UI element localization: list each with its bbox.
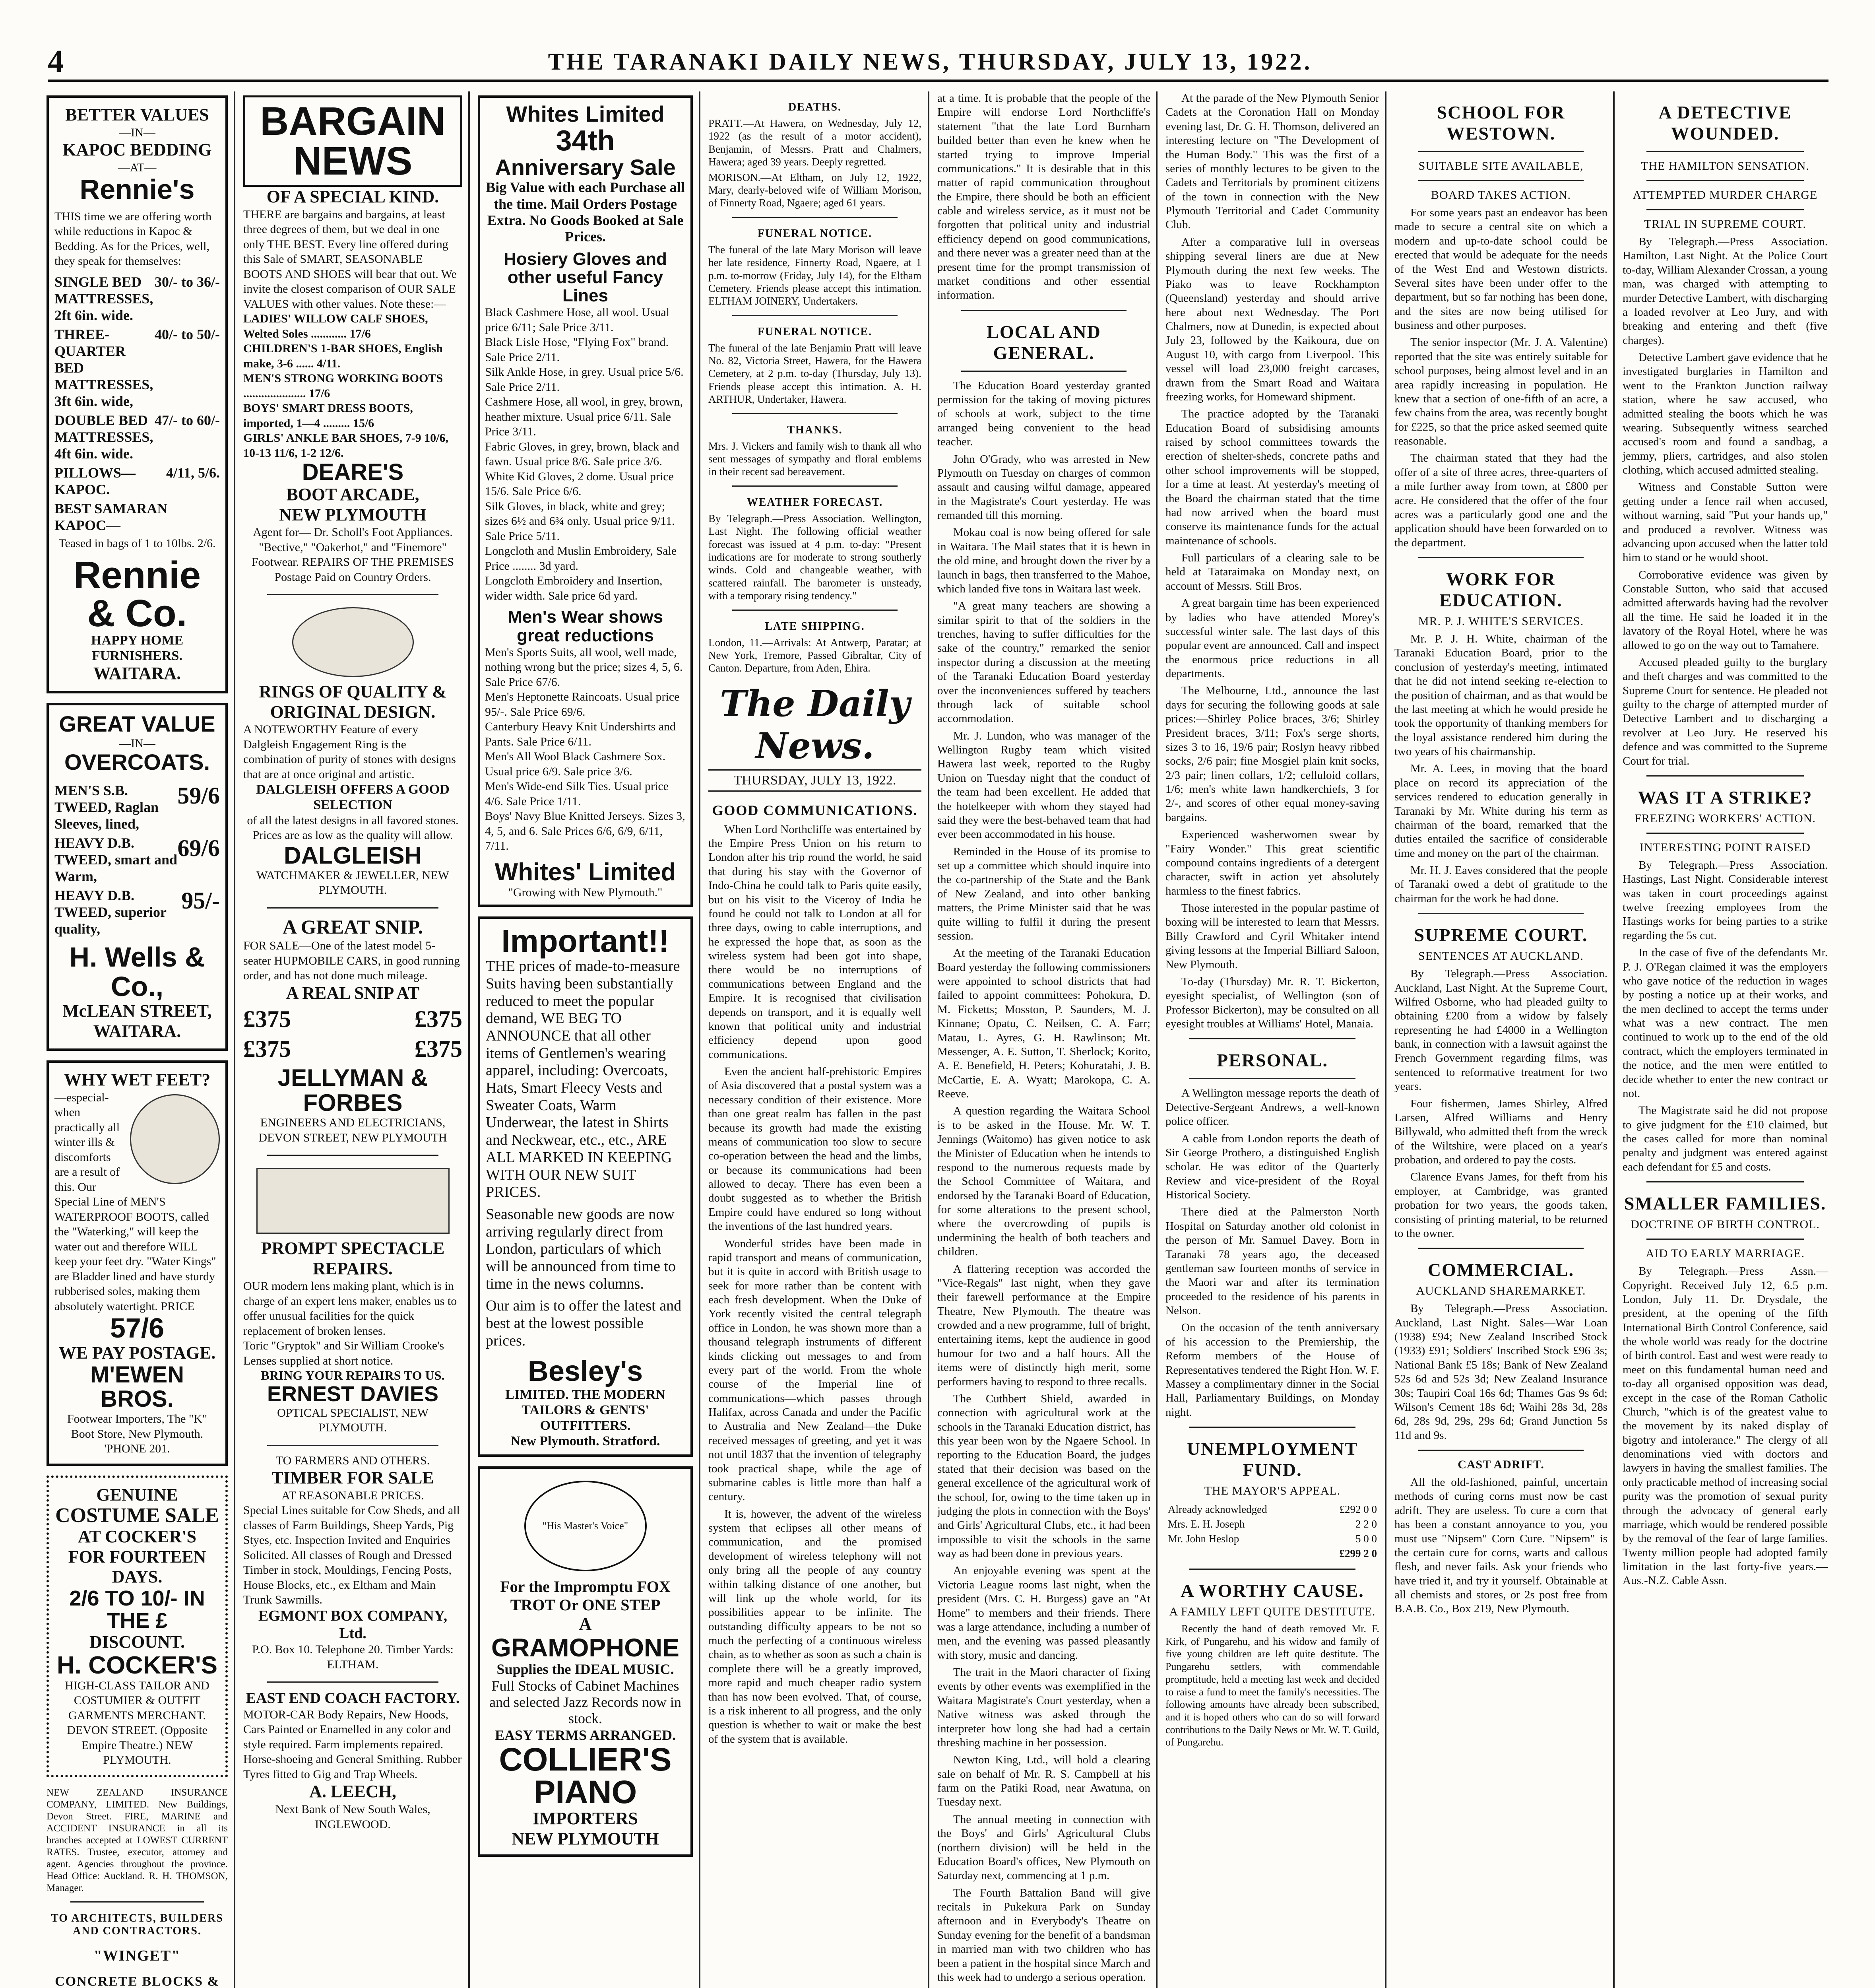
- news-paragraph: On the occasion of the tenth anniversary of his accession to the Premiership, the Reform members of the House of Representatives tendered the Right Hon. W. F. Massey a complimentary dinner in the Social Hall, Parliamentary Buildings, on Monday night.: [1165, 1321, 1379, 1419]
- ad-brand: Whites Limited: [506, 101, 665, 126]
- ad-tagline: "Growing with New Plymouth.": [508, 885, 663, 899]
- section-heading: A WORTHY CAUSE.: [1181, 1580, 1364, 1601]
- column-7: [1390, 91, 1612, 1988]
- news-paragraph: Mr. A. Lees, in moving that the board place on record its appreciation of the services rendered to education generally in Taranaki by Mr. White during his term as chairman of the board, remarked that the duties entailed the sacrifice of considerable time and money on the part of the chairman.: [1394, 762, 1607, 860]
- ad-price: 57/6: [110, 1312, 165, 1344]
- newspaper-title: THE TARANAKI DAILY NEWS, THURSDAY, JULY 13, 1922.: [548, 48, 1313, 75]
- ad-heading: GREAT VALUE: [59, 711, 215, 736]
- divider: [1646, 209, 1804, 210]
- news-paragraph: The trait in the Maori character of fixing events by other events was exemplified in the Waitara Magistrate's Court yesterday, when a Native witness was asked through the interpreter how long she had had a certain threshing machine in her possession.: [937, 1666, 1150, 1749]
- divider: [1418, 557, 1584, 558]
- ad-heading: OVERCOATS.: [64, 749, 210, 775]
- section-subheading: THE MAYOR'S APPEAL.: [1204, 1484, 1341, 1497]
- news-paragraph: Accused pleaded guilty to the burglary and theft charges and was committed to the Supreme Court for sentence. He pleaded not guilty to the charge of attempted murder of Detective Lambert and to discharging a revolver at Leo Jury. He reserved his defence and was committed to the Supreme Court for trial.: [1623, 656, 1828, 767]
- divider: [1189, 1038, 1355, 1039]
- ad-tagline: HAPPY HOME FURNISHERS.: [91, 633, 183, 664]
- ad-text: THERE are bargains and bargains, at least three degrees of them, but we deal in one only THE BEST. Every line offered during this Sale of SMART, SEASONABLE BOOTS AND SHOES will bear that out. We invite the closest comparison of OUR SALE VALUES with other values. Note these:—: [243, 208, 457, 311]
- death-notice: PRATT.—At Hawera, on Wednesday, July 12, 1922 (as the result of a motor accident), Benjamin, of Messrs. Pratt and Chalmers, Hawera; aged 39 years. Deeply regretted.: [708, 117, 921, 168]
- section-heading: SMALLER FAMILIES.: [1624, 1193, 1827, 1214]
- ad-heading: TO ARCHITECTS, BUILDERS AND CONTRACTORS.: [51, 1912, 223, 1937]
- section-subheading: SUITABLE SITE AVAILABLE,: [1418, 159, 1584, 173]
- news-paragraph: Mr. P. J. H. White, chairman of the Taranaki Education Board, prior to the conclusion of yesterday's meeting, intimated that he did not intend seeking re-election to the position of chairman, and as that would be the last meeting at which he would preside he took the opportunity of thanking members for the loyal assistance rendered him during the two years of his chairmanship.: [1394, 633, 1607, 758]
- price-row: GIRLS' ANKLE BAR SHOES, 7-9 10/6, 10-13 11/6, 1-2 12/6.: [243, 431, 448, 460]
- divider: [267, 594, 438, 595]
- ad-heading: RINGS OF QUALITY & ORIGINAL DESIGN.: [259, 682, 447, 722]
- news-paragraph: The senior inspector (Mr. J. A. Valentine) reported that the site was entirely suitable for school purposes, being almost level and in an area rapidly increasing in population. He knew that a section of one-fifth of an acre, a few chains from the area, was recently bought for £225, so that the price asked seemed quite reasonable.: [1394, 336, 1607, 447]
- ad-text: A NOTEWORTHY Feature of every Dalgleish Engagement Ring is the combination of purity of stones with designs that are at once original and artistic.: [243, 723, 456, 781]
- jellyman-advert: [243, 916, 462, 1145]
- ad-text: WE PAY POSTAGE.: [58, 1343, 216, 1363]
- editorial-flag: The Daily News.: [719, 682, 910, 767]
- news-paragraph: Newton King, Ltd., will hold a clearing sale on behalf of Mr. R. S. Campbell at his farm on the Patiki Road, near Awatuna, on Tuesday next.: [937, 1753, 1150, 1809]
- rennie-advert: [47, 95, 228, 693]
- ad-heading: Important!!: [501, 923, 669, 959]
- section-subheading: DOCTRINE OF BIRTH CONTROL.: [1631, 1218, 1820, 1231]
- editorial-paragraph: at a time. It is probable that the people of the Empire will endorse Lord Northcliffe's statement "that the late Lord Burnham builded better than even he knew when he started trying to improve Imperial communications." It is desirable that in this matter of rapid communication throughout the Empire, there should be both an efficient cable and wireless service, as it must not be forgotten that political unity and industrial efficiency depend on good communications, and there never was a greater need than at the present time for the prompt transmission of market conditions and other essential information.: [937, 92, 1150, 302]
- price-row: MEN'S STRONG WORKING BOOTS ..................... 17/6: [243, 372, 443, 400]
- news-paragraph: By Telegraph.—Press Assn.—Copyright. Received July 12, 6.5 p.m. London, July 11. Dr. Drysdale, the president, at the opening of the fifth International Birth Control Conference, said the whole world was ready for the doctrine of birth control. East and west were ready to meet on this fundamental human need and to-day all organised opposition was dead, except in the case of the Roman Catholic Church, "which is of the greatest value to the movement by its naked display of bigotry and intolerance." The clergy of all denominations vied with doctors and lawyers in having the smallest families. The only practicable method of increasing social purity was the promotion of sexual purity through the advocacy of general early marriage, which would be rendered possible by the removal of the fear of large families. Twenty million people had adopted family limitation in the last forty-five years.—Aus.-N.Z. Cable Assn.: [1623, 1265, 1828, 1587]
- divider: [267, 1681, 438, 1683]
- leech-advert: [243, 1690, 462, 1832]
- news-paragraph: Full particulars of a clearing sale to be held at Tataraimaka on Monday next, on account of Messrs. Still Bros.: [1165, 551, 1379, 592]
- divider: [732, 485, 898, 487]
- editorial-paragraph: It is, however, the advent of the wireless system that eclipses all other means of communication, and the promised development of wireless telephony will not only bring all the people of any country within talking distance of one another, but will link up the whole world, for its possibilities appear to be infinite. The outstanding difficulty appears to be not so much the perfecting of a continuous wireless chain, as to whether as soon as such a chain is complete there will be a greatly improved, more rapid and much cheaper radio system than has now been evolved. That, of course, is a risk inherent to all progress, and the only question is whether to wait or make the best of the system that is available.: [708, 1507, 921, 1745]
- section-heading: COMMERCIAL.: [1427, 1260, 1574, 1280]
- section-heading: PERSONAL.: [1217, 1050, 1328, 1071]
- news-paragraph: A Wellington message reports the death of Detective-Sergeant Andrews, a well-known police officer.: [1165, 1087, 1379, 1128]
- section-heading: A DETECTIVE WOUNDED.: [1658, 102, 1792, 144]
- ad-brand: M'EWEN BROS.: [90, 1362, 184, 1412]
- section-heading: WAS IT A STRIKE?: [1638, 787, 1813, 808]
- price-row: HEAVY D.B. TWEED, superior quality, 95/-: [54, 887, 220, 937]
- section-heading: LOCAL AND GENERAL.: [987, 321, 1101, 363]
- ad-brand: EGMONT BOX COMPANY, Ltd.: [258, 1607, 448, 1642]
- news-paragraph: After a comparative lull in overseas shipping several liners are due at New Plymouth during the next few weeks. The Piako was to leave Rockhampton (Queensland) yesterday and should arrive here about next Wednesday. The Port Chalmers, now at Dunedin, is expected about July 23, followed by the Kaikoura, due on August 10, with cargo from Liverpool. This vessel will load 23,000 freight carcases, drawn from the Smart Road and Waitara freezing works, for Homeward shipment.: [1165, 235, 1379, 403]
- section-heading: DEATHS.: [788, 101, 842, 113]
- news-paragraph: "A great many teachers are showing a similar spirit to that of the soldiers in the trenches, having to suffer difficulties for the sake of the country," remarked the senior inspector during a discussion at the meeting of the Taranaki Education Board yesterday over the inconveniences suffered by teachers through lack of suitable school accommodation.: [937, 600, 1150, 725]
- news-paragraph: The Fourth Battalion Band will give recitals in Pukekura Park on Sunday afternoon and in Everybody's Theatre on Sunday evening for the benefit of a bandsman in married man with two children who has been a patient in the hospital since March and this week had to undergo a serious operation.: [937, 1886, 1150, 1984]
- column-8: [1618, 91, 1832, 1988]
- news-paragraph: By Telegraph.—Press Association. Auckland, Last Night. Sales—War Loan (1938) £94; New Zealand Inscribed Stock (1933) £91; Soldiers' Inscribed Stock £96 3s; National Bank £5 18s; Bank of New Zealand 52s 6d and 52s 3d; New Zealand Insurance 30s; Taupiri Coal 16s 6d; Thames Gas 9s 6d; Wilson's Cement 18s 6d; Waihi 28s 3d, 28s 6d, 28s 9d, 29s, 29s 6d; Grand Junction 5s 11d and 9s.: [1394, 1302, 1607, 1442]
- news-paragraph: In the case of five of the defendants Mr. P. J. O'Regan claimed it was the employers who gave notice of the reduction in wages by posting a notice up at their works, and the men declined to accept the terms under what was a new contract. The men continued to work up to the end of the old contract, which the employers terminated in the notice, and the men were entitled to decide whether to enter the new contract or not.: [1623, 946, 1828, 1100]
- price-row: BOYS' SMART DRESS BOOTS, imported, 1—4 ......... 15/6: [243, 402, 413, 430]
- ad-text: OUR modern lens making plant, which is in charge of an expert lens maker, enables us to offer unusual facilities for the quick replacement of broken lenses.: [243, 1279, 457, 1338]
- news-paragraph: A cable from London reports the death of Sir George Prothero, a distinguished English scholar. He was editor of the Quarterly Review and vice-president of the Royal Historical Society.: [1165, 1132, 1379, 1201]
- ad-heading: A REAL SNIP AT: [286, 983, 420, 1003]
- price-row: THREE-QUARTER BED MATTRESSES, 3ft 6in. wide, 40/- to 50/-: [54, 326, 220, 409]
- section-heading: SUPREME COURT.: [1414, 925, 1588, 945]
- ad-heading: 2/6 TO 10/- IN THE £: [69, 1586, 205, 1633]
- section-subheading: FREEZING WORKERS' ACTION.: [1635, 812, 1816, 825]
- price-row: MEN'S S.B. TWEED, Raglan Sleeves, lined, 59/6: [54, 782, 220, 832]
- divider: [961, 371, 1127, 372]
- section-heading: SCHOOL FOR WESTOWN.: [1437, 102, 1565, 144]
- editorial-paragraph: Even the ancient half-prehistoric Empires of Asia discovered that a postal system was a necessary condition of their existence. More than one great realm has fallen in the past because its growth had made the existing means of communication too slow to secure co-operation between the head and the limbs, or because its communications had been allowed to decay. There has even been a doubt suggested as to whether the British Empire could have endured so long without the inventions of the last hundred years.: [708, 1065, 921, 1233]
- ad-text: IMPORTERS: [533, 1809, 638, 1829]
- divider: [961, 310, 1127, 311]
- ad-heading: BRING YOUR REPAIRS TO US.: [261, 1368, 445, 1383]
- divider: [1189, 1427, 1355, 1428]
- ad-heading: PROMPT SPECTACLE REPAIRS.: [261, 1239, 445, 1278]
- ad-heading: OF A SPECIAL KIND.: [266, 187, 439, 206]
- ad-heading: TO FARMERS AND OTHERS.: [275, 1454, 430, 1467]
- news-paragraph: Detective Lambert gave evidence that he investigated burglaries in Hamilton and went to the Frankton Junction railway station, where he saw accused, who admitted stealing the boots which he was wearing. Subsequently witness searched accused's room and found a sandbag, a jemmy, pliers, cartridges, and also stolen clothing, which accused admitted stealing.: [1623, 351, 1828, 476]
- price-row: Black Lisle Hose, "Flying Fox" brand. Sale Price 2/11.: [485, 336, 669, 364]
- ad-text: Big Value with each Purchase all the time. Mail Orders Postage Extra. No Goods Booked at Sale Prices.: [486, 179, 685, 245]
- section-heading: UNEMPLOYMENT FUND.: [1187, 1439, 1358, 1480]
- news-paragraph: There died at the Palmerston North Hospital on Saturday another old colonist in the person of Mr. Samuel Davey. Born in Taranaki 78 years ago, the deceased gentleman saw fourteen months of service in the Maori war and after its termination proceeded to the residence of his parents in Nelson.: [1165, 1206, 1379, 1317]
- divider: [1418, 1450, 1584, 1451]
- ad-text: P.O. Box 10. Telephone 20. Timber Yards: ELTHAM.: [252, 1643, 454, 1671]
- news-paragraph: By Telegraph.—Press Association. Hastings, Last Night. Considerable interest was taken in court proceedings against twelve freezing employees from the Hastings works for being parties to a strike regarding the 5s cut.: [1623, 858, 1828, 942]
- ad-text: Seasonable new goods are now arriving regularly direct from London, particulars of which will be announced from time to time in the news columns.: [486, 1206, 676, 1292]
- section-subheading: INTERESTING POINT RAISED: [1639, 841, 1811, 854]
- divider: [732, 413, 898, 414]
- news-paragraph: By Telegraph.—Press Association. Hamilton, Last Night. At the Police Court to-day, William Alexander Crossan, a young man, was charged with attempting to murder Detective Lambert, with discharging a loaded revolver at Leo Jury, and with breaking and entering and theft (five charges).: [1623, 235, 1828, 347]
- price-row: White Kid Gloves, 2 dome. Usual price 15/6. Sale Price 6/6.: [485, 470, 674, 498]
- table-row: Mrs. E. H. Joseph 2 2 0: [1168, 1518, 1377, 1530]
- price-row: Canterbury Heavy Knit Undershirts and Pants. Sale Price 6/11.: [485, 720, 676, 748]
- editorial-dateline: THURSDAY, JULY 13, 1922.: [708, 769, 921, 792]
- column-4: [704, 91, 926, 1988]
- thanks-notice: Mrs. J. Vickers and family wish to thank all who sent messages of sympathy and floral emblems in their recent sad bereavement.: [708, 440, 921, 478]
- ad-heading: FOR FOURTEEN DAYS.: [68, 1547, 206, 1587]
- collier-advert: [478, 1466, 693, 1857]
- besley-advert: [478, 916, 693, 1457]
- divider: [1646, 1239, 1804, 1240]
- column-6: [1161, 91, 1384, 1988]
- ad-text: FOR SALE—One of the latest model 5-seater HUPMOBILE CARS, in good running order, and has not done much mileage.: [243, 939, 460, 982]
- price-row: Men's Heptonette Raincoats. Usual price 95/-. Sale Price 69/6.: [485, 690, 680, 718]
- ad-heading: A GREAT SNIP.: [282, 915, 423, 938]
- deare-advert: [243, 95, 462, 584]
- column-2: [238, 91, 467, 1988]
- ad-heading: CONCRETE BLOCKS &: [55, 1974, 219, 1988]
- ad-text: Supplies the IDEAL MUSIC.: [496, 1661, 674, 1677]
- ad-town: New Plymouth. Stratford.: [510, 1434, 660, 1449]
- divider: [732, 610, 898, 611]
- news-paragraph: By Telegraph.—Press Association. Auckland, Last Night. At the Supreme Court, Wilfred Osborne, who had pleaded guilty to obtaining £200 from a widow by falsely representing he had £4000 in a Wellington bank, in connection with a lawsuit against the French Government regarding films, was sentenced to reformative treatment for two years.: [1394, 967, 1607, 1093]
- ad-street: McLEAN STREET,: [62, 1001, 212, 1021]
- price-row: Cashmere Hose, all wool, in grey, brown, heather mixture. Usual price 6/11. Sale Price 3/11.: [485, 395, 683, 439]
- price-row: Men's Sports Suits, all wool, well made, nothing wrong but the price; sizes 4, 5, 6. Sale Price 67/6.: [485, 645, 683, 689]
- ad-text: Our aim is to offer the latest and best at the lowest possible prices.: [486, 1297, 682, 1349]
- ad-brand: JELLYMAN & FORBES: [277, 1064, 428, 1116]
- news-paragraph: A question regarding the Waitara School is to be asked in the House. Mr. W. T. Jennings (Waitomo) has given notice to ask the Minister of Education when he intends to respond to the numerous requests made by the School Committee of Waitara, and endorsed by the Taranaki Board of Education, for some alterations to the present school, where the overcrowding of pupils is undermining the health of both teachers and children.: [937, 1105, 1150, 1258]
- section-subheading: CAST ADRIFT.: [1458, 1458, 1544, 1471]
- section-subheading: TRIAL IN SUPREME COURT.: [1644, 217, 1806, 231]
- subscription-table: [1165, 1502, 1379, 1561]
- price-row: Silk Gloves, in black, white and grey; sizes 6½ and 6¾ only. Usual price 9/11. Sale Price 5/11.: [485, 499, 675, 543]
- section-subheading: BOARD TAKES ACTION.: [1431, 188, 1571, 202]
- ad-brand: DALGLEISH: [284, 842, 422, 869]
- divider: [267, 1445, 438, 1446]
- whites-advert: [478, 95, 693, 907]
- news-paragraph: The practice adopted by the Taranaki Education Board of subsidising amounts raised by school committees towards the erection of shelter-sheds, concrete paths and other school improvements will be stopped, for a time at least. At yesterday's meeting of the Board the chairman stated that the time had now arrived when the board must conserve its maintenance funds for the actual maintenance of schools.: [1165, 408, 1379, 547]
- his-masters-voice-logo: "His Master's Voice": [524, 1481, 647, 1571]
- editorial-paragraph: When Lord Northcliffe was entertained by the Empire Press Union on his return to London after his trip round the world, he said that during his stay with the Governor of Indo-China he could talk to Paris quite easily, but on his visit to the Viceroy of India he found he could not talk to London at all for three days, owing to cable interruptions, and he expressed the hope that, as soon as the wireless system had been got into shape, there would be no interruptions of communications between England and the Empire. It is recognised that civilisation depends on transport, and it is equally well known that political unity and industrial efficiency depend upon good communications.: [708, 823, 921, 1061]
- ad-brand: H. COCKER'S: [57, 1651, 217, 1679]
- section-subheading: SENTENCES AT AUCKLAND.: [1418, 949, 1584, 963]
- news-paragraph: The Education Board yesterday granted permission for the taking of moving pictures of schools at work, subject to the time arranged being convenient to the head teacher.: [937, 379, 1150, 448]
- column-rule: [699, 91, 700, 1988]
- ad-text: —especial-when practically all winter ills & discomforts are a result of this. Our Special Line of MEN'S WATERPROOF BOOTS, called the "Waterking," will keep the water out and therefore WILL keep your feet dry. "Water Kings" are Bladder lined and have sturdy rubberised soles, making them absolutely watertight. PRICE: [54, 1091, 216, 1313]
- ad-heading: BOOT ARCADE,: [286, 484, 419, 504]
- price-row: Black Cashmere Hose, all wool. Usual price 6/11; Sale Price 3/11.: [485, 306, 670, 334]
- ad-heading: —IN—: [119, 126, 155, 139]
- section-subheading: MR. P. J. WHITE'S SERVICES.: [1418, 615, 1584, 628]
- column-rule: [1385, 91, 1386, 1988]
- ad-heading: Hosiery Gloves and other useful Fancy Lines: [504, 249, 667, 306]
- divider: [1418, 151, 1584, 152]
- price-row: Silk Ankle Hose, in grey. Usual price 5/6. Sale Price 2/11.: [485, 365, 684, 394]
- section-heading: THANKS.: [787, 423, 843, 436]
- price-row: PILLOWS—KAPOC. 4/11, 5/6.: [54, 464, 220, 497]
- news-paragraph: John O'Grady, who was arrested in New Plymouth on Tuesday on charges of common assault and causing wilful damage, appeared in the Magistrate's Court yesterday. He was remanded till this morning.: [937, 452, 1150, 522]
- ad-town: WAITARA.: [93, 664, 181, 683]
- ad-brand: H. Wells & Co.,: [69, 942, 205, 1002]
- insurance-notice: NEW ZEALAND INSURANCE COMPANY, LIMITED. New Buildings, Devon Street. FIRE, MARINE and ACCIDENT INSURANCE in all its branches accepted at LOWEST CURRENT RATES. Trustee, executor, attorney and agent. Agencies throughout the province. Head Office: Auckland. R. H. THOMSON, Manager.: [47, 1787, 228, 1893]
- price-row: Boys' Navy Blue Knitted Jerseys. Sizes 3, 4, 5, and 6. Sale Prices 6/6, 6/9, 6/11, 7/11.: [485, 810, 685, 853]
- ad-heading: —AT—: [118, 161, 157, 174]
- ad-text: of all the latest designs in all favored stones. Prices are as low as the quality will allow.: [247, 813, 459, 842]
- ad-text: Next Bank of New South Wales, INGLEWOOD.: [275, 1803, 430, 1831]
- ad-heading: "WINGET": [93, 1947, 181, 1964]
- ad-heading: DALGLEISH OFFERS A GOOD SELECTION: [256, 782, 450, 813]
- news-paragraph: At the meeting of the Taranaki Education Board yesterday the following commissioners were appointed to school districts that had failed to appoint committees: Pohokura, D. M. Ficketts; Mosston, P. Saunders, M. J. Kinnane; Opatu, C. Neilsen, C. A. Farr; Matau, L. Ayres, G. H. Rawlinson; Mt. Messenger, A. E. Sutton, T. Sherlock; Korito, A. E. Benefield, H. Peters; Kohuratahi, J. B. McCartie, E. A. Wyatt; Marokopa, C. A. Reeve.: [937, 947, 1150, 1100]
- divider: [267, 1155, 438, 1156]
- ad-text: MOTOR-CAR Body Repairs, New Hoods, Cars Painted or Enamelled in any color and style required. Farm implements repaired. Horse-shoeing and General Smithing. Rubber Tyres fitted to Gig and Trap Wheels.: [243, 1708, 462, 1781]
- ad-text: WATCHMAKER & JEWELLER, NEW PLYMOUTH.: [256, 868, 449, 897]
- price-row: SINGLE BED MATTRESSES, 2ft 6in. wide. 30/- to 36/-: [54, 274, 220, 323]
- divider: [1418, 913, 1584, 914]
- ad-heading: 34th: [556, 124, 615, 157]
- ad-text: Toric "Gryptok" and Sir William Crooke's Lenses supplied at short notice.: [243, 1339, 444, 1367]
- ad-heading: GENUINE: [96, 1485, 178, 1505]
- masthead: [48, 44, 1828, 82]
- ad-text: THE prices of made-to-measure Suits having been substantially reduced to meet the popular demand, WE BEG TO ANNOUNCE that all other items of Gentlemen's wearing apparel, including: Overcoats, Hats, Smart Fleecy Vests and Sweater Coats, Warm Underwear, the latest in Shirts and Neckwear, etc., etc., ARE ALL MARKED IN KEEPING WITH OUR NEW SUIT PRICES.: [486, 958, 680, 1201]
- ad-heading: A: [579, 1614, 592, 1634]
- divider: [1646, 1181, 1804, 1182]
- price-row: Fabric Gloves, in grey, brown, black and fawn. Usual price 8/6. Sale price 3/6.: [485, 440, 679, 468]
- ad-brand: Rennie & Co.: [73, 554, 201, 635]
- ad-heading: —IN—: [119, 736, 155, 750]
- ad-text: Full Stocks of Cabinet Machines and selected Jazz Records now in stock.: [489, 1677, 681, 1727]
- ad-town: NEW PLYMOUTH: [279, 505, 427, 524]
- ad-heading: EAST END COACH FACTORY.: [246, 1690, 460, 1707]
- news-paragraph: Clarence Evans James, for theft from his employer, at Cambridge, was granted probation for two years, the goods taken, consisting of printing material, to be returned to the owner.: [1394, 1171, 1607, 1240]
- ad-brand: Besley's: [527, 1355, 643, 1388]
- ad-text: Teased in bags of 1 to 10lbs. 2/6.: [58, 536, 216, 550]
- news-paragraph: All the old-fashioned, painful, uncertain methods of curing corns must now be cast adrift. They are useless. To cure a corn that has been a constant annoyance to you, you must use "Nipsem" Corn Cure. "Nipsem" is the certain cure for corns, warts and callous flesh, and never fails. Ask your friends who have tried it, and try it yourself. Obtainable at all chemists and stores, or 2s post free from B.A.B. Co., Box 219, New Plymouth.: [1394, 1476, 1607, 1615]
- news-paragraph: A flattering reception was accorded the "Vice-Regals" last night, when they gave their farewell performance at the Empire Theatre, New Plymouth. The theatre was crowded and a new programme, full of bright, entertaining items, kept the audience in good humour for two and a half hours. All the items were of distinctly high merit, some performers having to respond to three recalls.: [937, 1262, 1150, 1388]
- ring-illustration: [292, 607, 414, 677]
- price-row: Men's All Wool Black Cashmere Sox. Usual price 6/9. Sale price 3/6.: [485, 750, 666, 778]
- divider: [267, 907, 438, 909]
- ad-heading: KAPOC BEDDING: [62, 140, 212, 160]
- divider: [1189, 1078, 1355, 1079]
- ad-text: Special Lines suitable for Cow Sheds, and all classes of Farm Buildings, Sheep Yards, Pig Styes, etc. Inspection Invited and Enquiries Solicited. All classes of Rough and Dressed Timber in stock, Mouldings, Fencing Posts, House Blocks, etc., ex Eltham and Main Trunk Sawmills.: [243, 1504, 460, 1607]
- ad-text: THIS time we are offering worth while reductions in Kapoc & Bedding. As for the Prices, well, they speak for themselves:: [54, 210, 212, 268]
- news-paragraph: Reminded in the House of its promise to set up a committee which should inquire into the co-partnership of the State and the Bank of New Zealand, and into other banking matters, the Prime Minister said that he was quite willing to fulfil it during the present session.: [937, 845, 1150, 942]
- ad-heading: Men's Wear shows great reductions: [507, 607, 663, 645]
- news-paragraph: Mokau coal is now being offered for sale in Waitara. The Mail states that it is hewn in the old mine, and brought down the river by a launch in bags, then transferred to the Mahoe, which landed five tons in Waitara last week.: [937, 526, 1150, 595]
- column-5: [933, 91, 1155, 1988]
- section-heading: FUNERAL NOTICE.: [757, 325, 873, 338]
- price-row: LADIES' WILLOW CALF SHOES, Welted Soles ............ 17/6: [243, 312, 428, 340]
- ad-brand: DEARE'S: [302, 459, 404, 485]
- section-heading: LATE SHIPPING.: [765, 620, 865, 633]
- ad-text: For the Impromptu FOX TROT Or ONE STEP: [500, 1578, 671, 1614]
- mcewen-advert: [47, 1060, 228, 1466]
- news-paragraph: At the parade of the New Plymouth Senior Cadets at the Coronation Hall on Monday evening last, Dr. G. H. Thomson, delivered an interesting lecture on "The Development of the Human Body." This was the first of a series of monthly lectures to be given to the Cadets and Territorials by prominent citizens of the town in connection with the New Plymouth Territorial and Cadet Community Club.: [1165, 92, 1379, 231]
- news-paragraph: Corroborative evidence was given by Constable Sutton, who said that accused admitted afterwards having had the revolver all the time. He said he loaded it in the lavatory of the Royal Hotel, where he was allowed to go on the way out to Tamahere.: [1623, 568, 1828, 652]
- news-paragraph: The Cuthbert Shield, awarded in connection with agricultural work at the schools in the Taranaki Education district, has this year been won by the Ngaere School. In reporting to the Education Board, the judges stated that their decision was based on the general excellence of the agricultural work of the school, for, owing to the time taken up in judging the plots in connection with the Boys' and Girls' Agricultural Clubs, etc., it had been impossible to visit the schools in the same way as had been done in previous years.: [937, 1392, 1150, 1560]
- editorial-paragraph: Wonderful strides have been made in rapid transport and means of communication, but it is quite in accord with British usage to seek for more rather than be content with each fresh development. When the Duke of York recently visited the central telegraph office in London, he was shown more than a thousand telegraph instruments of different kinds clicking out messages to and from every part of the world. From the whole course of the Imperial line of communications—which passes through Halifax, across Canada and under the Pacific to Australia and New Zealand—the Duke received messages of greeting, and yet it was not until 1837 that the invention of telegraphy took practical shape, while the age of submarine cables is little more than half a century.: [708, 1237, 921, 1503]
- bargain-news-logo: BARGAIN NEWS: [243, 95, 462, 187]
- news-paragraph: Recently the hand of death removed Mr. F. Kirk, of Pungarehu, and his widow and family of five young children are left quite destitute. The Pungarehu settlers, with commendable promptitude, held a meeting last week and decided to raise a fund to meet the family's necessities. The following amounts have already been subscribed, and it is hoped others who can do so will forward contributions to the Daily News or Mr. W. T. Guild, of Pungarehu.: [1165, 1623, 1379, 1748]
- weather-forecast: By Telegraph.—Press Association. Wellington, Last Night. The following official weather forecast was issued at 4 p.m. to-day: "Present indications are for moderate to strong southerly winds. Cold and changeable weather, with scattered rainfall. The barometer is unsteady, with a temporary rising tendency.": [708, 512, 921, 602]
- divider: [1646, 151, 1804, 152]
- cocker-advert: [47, 1475, 228, 1777]
- ad-brand: ERNEST DAVIES: [267, 1382, 439, 1406]
- ad-brand: Whites' Limited: [494, 858, 676, 886]
- ad-text: HIGH-CLASS TAILOR AND COSTUMIER & OUTFIT GARMENTS MERCHANT. DEVON STREET. (Opposite Empire Theatre.) NEW PLYMOUTH.: [65, 1679, 209, 1767]
- news-paragraph: The Magistrate said he did not propose to give judgment for the £10 claimed, but the cases called for more than nominal penalty and judgment was entered against each defendant for £5 and costs.: [1623, 1104, 1828, 1173]
- shipping-notice: London, 11.—Arrivals: At Antwerp, Paratar; at New York, Tremore, Passed Gibraltar, City of Canton. Departure, from Aden, Ehira.: [708, 636, 921, 674]
- ad-heading: BETTER VALUES: [65, 105, 209, 124]
- price-row: Men's Wide-end Silk Ties. Usual price 4/6. Sale Price 1/11.: [485, 780, 669, 808]
- divider: [1646, 775, 1804, 777]
- section-subheading: AUCKLAND SHAREMARKET.: [1416, 1284, 1586, 1298]
- news-paragraph: For some years past an endeavor has been made to secure a central site on which a modern and up-to-date school could be erected that would be adequate for the needs of the West End and Westown districts. Several sites have been under offer to the department, but so far nothing has been done, and the sites are now being utilised for business and other purposes.: [1394, 206, 1607, 332]
- wells-advert: [47, 703, 228, 1051]
- price-row: Longcloth Embroidery and Insertion, wider width. Sale price 6d yard.: [485, 574, 663, 602]
- divider: [1646, 833, 1804, 834]
- price-row: Longcloth and Muslin Embroidery, Sale Price ........ 3d yard.: [485, 544, 677, 573]
- ad-text: OPTICAL SPECIALIST, NEW PLYMOUTH.: [277, 1406, 429, 1435]
- news-paragraph: The Melbourne, Ltd., announce the last days for securing the following goods at sale prices:—Shirley Police braces, 3/6; Shirley President braces, 3/11; Fox's serge shorts, sizes 3 to 16, 19/6 pair; Roslyn heavy ribbed socks, 2/6 pair; fine Mosgiel plain knit socks, 2/3 pair; linen collars, 1/2; celluloid collars, 1/6; men's white lawn handkerchiefs, 3 for 2/-, and scores of other equal money-saving bargains.: [1165, 684, 1379, 824]
- ad-heading: AT COCKER'S: [78, 1526, 196, 1546]
- ad-brand: Rennie's: [79, 174, 195, 205]
- news-paragraph: The annual meeting in connection with the Boys' and Girls' Agricultural Clubs (northern division) will be held in the Education Board's offices, New Plymouth on Saturday next, commencing at 1 p.m.: [937, 1813, 1150, 1882]
- news-paragraph: The chairman stated that they had the offer of a site of three acres, three-quarters of a mile further away from town, at £800 per acre. He considered that the offer of the four acres was a particularly good one and the application should have been forwarded on to the department.: [1394, 452, 1607, 549]
- spectacles-illustration: [256, 1168, 450, 1234]
- ad-town: NEW PLYMOUTH: [512, 1829, 659, 1848]
- column-1: [42, 91, 233, 1988]
- section-heading: FUNERAL NOTICE.: [757, 227, 873, 240]
- column-rule: [928, 91, 929, 1988]
- dalgleish-advert: [243, 602, 462, 897]
- section-subheading: A FAMILY LEFT QUITE DESTITUTE.: [1169, 1605, 1376, 1618]
- divider: [1418, 180, 1584, 181]
- price-row: CHILDREN'S 1-BAR SHOES, English make, 3-6 ...... 4/11.: [243, 342, 443, 370]
- news-paragraph: Mr. H. J. Eaves considered that the people of Taranaki owed a debt of gratitude to the chairman for the work he had done.: [1394, 864, 1607, 905]
- ad-text: Footwear Importers, The "K" Boot Store, New Plymouth. 'PHONE 201.: [67, 1412, 207, 1456]
- ad-heading: EASY TERMS ARRANGED.: [494, 1727, 676, 1743]
- ad-heading: WHY WET FEET?: [64, 1070, 211, 1090]
- section-subheading: THE HAMILTON SENSATION.: [1641, 159, 1809, 173]
- news-paragraph: Mr. J. Lundon, who was manager of the Wellington Rugby team which visited Hawera last week, reported to the Rugby Union on Tuesday night that the conduct of the team had been excellent. He added that the hotelkeeper with whom they stayed had said they were the best-behaved team that had ever been accommodated in his house.: [937, 729, 1150, 841]
- section-subheading: ATTEMPTED MURDER CHARGE: [1633, 188, 1818, 202]
- boy-illustration: [130, 1094, 220, 1184]
- ad-brand: A. LEECH,: [309, 1782, 396, 1802]
- news-paragraph: Experienced washerwomen swear by "Fairy Wonder." This great scientific compound contains ingredients of a detergent character, swift in action yet absolutely harmless to the finest fabrics.: [1165, 828, 1379, 897]
- ad-brand: COLLIER'S PIANO: [499, 1741, 672, 1811]
- ad-heading: TIMBER FOR SALE: [271, 1468, 434, 1488]
- news-paragraph: Witness and Constable Sutton were getting under a fence rail when accused, without warning, said "Put your hands up," and produced a revolver. Witness was advancing upon accused when the latter told him to stand or he would shoot.: [1623, 481, 1828, 564]
- table-row: £299 2 0: [1339, 1547, 1377, 1559]
- ad-heading: GRAMOPHONE: [491, 1633, 679, 1662]
- page-number: 4: [48, 44, 64, 79]
- ad-town: WAITARA.: [93, 1021, 181, 1041]
- divider: [732, 315, 898, 316]
- divider: [732, 217, 898, 218]
- column-3: [473, 91, 698, 1988]
- funeral-notice: The funeral of the late Benjamin Pratt will leave No. 82, Victoria Street, Hawera, for the Hawera Cemetery, at 2 p.m. to-day (Thursday, July 13). Friends please accept this intimation. A. H. ARTHUR, Undertaker, Hawera.: [708, 342, 921, 406]
- price-row: DOUBLE BED MATTRESSES, 4ft 6in. wide. 47/- to 60/-: [54, 412, 220, 462]
- table-row: Mr. John Heslop 5 0 0: [1168, 1533, 1377, 1545]
- ad-text: LIMITED. THE MODERN TAILORS & GENTS' OUTFITTERS.: [505, 1387, 665, 1433]
- ad-heading: DISCOUNT.: [89, 1632, 185, 1652]
- price-row: £375 £375: [243, 1036, 462, 1062]
- news-paragraph: Those interested in the popular pastime of boxing will be interested to learn that Messrs. Billy Crawford and Cyril Whitaker intend giving lessons at the Imperial Billiard Saloon, New Plymouth.: [1165, 902, 1379, 971]
- ad-heading: COSTUME SALE: [55, 1504, 219, 1527]
- ad-text: ENGINEERS AND ELECTRICIANS, DEVON STREET, NEW PLYMOUTH: [258, 1116, 447, 1144]
- divider: [1418, 1248, 1584, 1249]
- funeral-notice: The funeral of the late Mary Morison will leave her late residence, Finnerty Road, Ngaere, at 1 p.m. to-morrow (Friday, July 14), for the Eltham Cemetery. Friends please accept this intimation. ELTHAM JOINERY, Undertakers.: [708, 243, 921, 307]
- column-rule: [234, 91, 235, 1988]
- price-row: HEAVY D.B. TWEED, smart and Warm, 69/6: [54, 835, 220, 885]
- section-heading: WORK FOR EDUCATION.: [1439, 569, 1563, 610]
- ad-heading: AT REASONABLE PRICES.: [281, 1489, 424, 1502]
- news-paragraph: Four fishermen, James Shirley, Alfred Larsen, Alfred Williams and Henry Billywald, who admitted theft from the wreck of the Wiltshire, were placed on a year's probation, and ordered to pay the costs.: [1394, 1097, 1607, 1166]
- price-row: £375 £375: [243, 1006, 462, 1033]
- column-rule: [468, 91, 470, 1988]
- column-rule: [1156, 91, 1158, 1988]
- ad-heading: Anniversary Sale: [495, 155, 676, 180]
- divider: [1646, 180, 1804, 181]
- section-subheading: AID TO EARLY MARRIAGE.: [1645, 1247, 1805, 1260]
- table-row: Already acknowledged £292 0 0: [1168, 1503, 1377, 1515]
- divider: [1189, 1569, 1355, 1570]
- news-paragraph: To-day (Thursday) Mr. R. T. Bickerton, eyesight specialist, of Wellington (son of Professor Bickerton), may be consulted on all eyesight troubles at Williams' Hotel, Manaia.: [1165, 975, 1379, 1030]
- divider: [70, 1901, 204, 1903]
- news-paragraph: An enjoyable evening was spent at the Victoria League rooms last night, when the president (Mrs. C. H. Burgess) gave an "At Home" to members and their friends. There was a large attendance, including a number of men, and the evening was passed pleasantly with story, music and dancing.: [937, 1564, 1150, 1662]
- price-row: BEST SAMARAN KAPOC—: [54, 500, 168, 533]
- ad-text: Agent for— Dr. Scholl's Foot Appliances. "Bective," "Oakerhot," and "Finemore" Footwear. REPAIRS OF THE PREMISES Postage Paid on Country Orders.: [251, 526, 454, 584]
- news-paragraph: A great bargain time has been experienced by ladies who have attended Morey's successful winter sale. The last days of this popular event are announced. Call and inspect the enormous price reductions in all departments.: [1165, 597, 1379, 680]
- column-rule: [1613, 91, 1615, 1988]
- editorial-heading: GOOD COMMUNICATIONS.: [712, 802, 918, 818]
- death-notice: MORISON.—At Eltham, on July 12, 1922, Mary, dearly-beloved wife of William Morison, of Finnerty Road, Ngaere; aged 61 years.: [708, 171, 921, 209]
- davies-advert: [243, 1163, 462, 1435]
- eltham-advert: [243, 1453, 462, 1672]
- section-heading: WEATHER FORECAST.: [747, 496, 883, 509]
